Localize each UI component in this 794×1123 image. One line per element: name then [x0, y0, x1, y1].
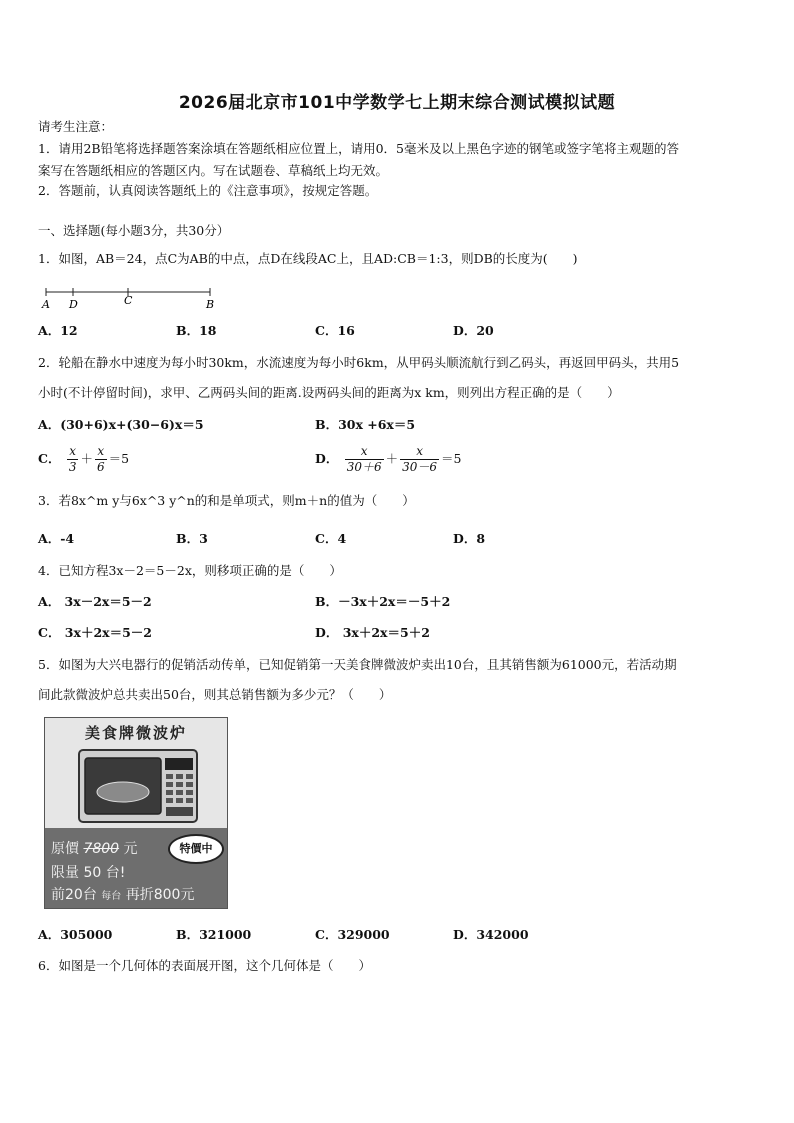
fraction-x-over-24: $\frac{x}{30-6}$ [402, 444, 438, 474]
q2-option-c[interactable]: C． $\frac{x}{3}$ ＋ $\frac{x}{6}$ ＝5 [38, 444, 130, 474]
fraction-x-over-6: $\frac{x}{6}$ [96, 444, 105, 474]
exam-title: 2026届北京市101中学数学七上期末综合测试模拟试题 [178, 93, 616, 113]
question-1-text: 1．如图，AB＝24，点C为AB的中点，点D在线段AC上，且AD:CB＝1:3，则DB的长度为( ) [38, 251, 578, 266]
q1-option-c[interactable]: C．16 [315, 323, 355, 338]
section-heading: 一、选择题(每小题3分，共30分） [38, 223, 230, 238]
microwave-icon [77, 744, 201, 826]
q4-option-a[interactable]: A． 3x－2x＝5－2 [38, 594, 152, 609]
question-5-line-1: 5．如图为大兴电器行的促销活动传单，已知促销第一天美食牌微波炉卖出10台，且其销售额为61000元，若活动期 [38, 657, 677, 672]
point-label-c: C [124, 294, 133, 307]
question-3-text: 3．若8x^m y与6x^3 y^n的和是单项式，则m＋n的值为（ ） [38, 493, 415, 508]
q2-option-d-label: D． [315, 451, 339, 466]
ad-original-price: 原價 7800 元 [51, 841, 138, 857]
point-label-b: B [206, 298, 215, 310]
question-2-line-2: 小时(不计停留时间)，求甲、乙两码头间的距离.设两码头间的距离为x km，则列出方程正确的是（ ） [38, 385, 620, 400]
notice-heading: 请考生注意： [38, 119, 114, 134]
notice-item-2: 2．答题前，认真阅读答题纸上的《注意事项》，按规定答题。 [38, 183, 378, 198]
fraction-x-over-36: $\frac{x}{30+6}$ [346, 444, 382, 474]
ad-brand-name: 美食牌微波炉 [84, 724, 187, 742]
q5-option-d[interactable]: D．342000 [453, 927, 529, 942]
q4-option-d[interactable]: D． 3x＋2x＝5＋2 [315, 625, 430, 640]
point-label-a: A [42, 298, 50, 310]
q2-option-b[interactable]: B．30x +6x＝5 [315, 417, 416, 432]
q4-option-b[interactable]: B．－3x＋2x＝－5＋2 [315, 594, 451, 609]
q4-option-c[interactable]: C． 3x＋2x＝5－2 [38, 625, 152, 640]
ad-sale-badge: 特價中 [168, 834, 224, 864]
question-6-text: 6．如图是一个几何体的表面展开图，这个几何体是（ ） [38, 958, 371, 973]
point-label-d: D [69, 298, 78, 310]
ad-limit-text: 限量 50 台! [51, 865, 126, 881]
q3-option-a[interactable]: A．-4 [38, 531, 75, 546]
q5-option-b[interactable]: B．321000 [176, 927, 252, 942]
q3-option-c[interactable]: C．4 [315, 531, 347, 546]
segment-figure [38, 284, 228, 310]
q2-option-d[interactable]: D． $\frac{x}{30+6}$ ＋ $\frac{x}{30-6}$ ＝5 [315, 444, 462, 474]
notice-item-1-cont: 案写在答题纸相应的答题区内。写在试题卷、草稿纸上均无效。 [38, 163, 389, 178]
q3-option-d[interactable]: D．8 [453, 531, 486, 546]
q5-option-c[interactable]: C．329000 [315, 927, 390, 942]
ad-discount-text: 前20台 每台 再折800元 [51, 887, 195, 903]
microwave-ad-image [44, 717, 228, 909]
question-5-line-2: 间此款微波炉总共卖出50台，则其总销售额为多少元？（ ） [38, 687, 392, 702]
question-4-text: 4．已知方程3x－2＝5－2x，则移项正确的是（ ） [38, 563, 342, 578]
q2-option-c-label: C． [38, 451, 61, 466]
notice-item-1: 1．请用2B铅笔将选择题答案涂填在答题纸相应位置上，请用0．5毫米及以上黑色字迹的钢笔或签字笔将主观题的答 [38, 141, 679, 156]
q2-option-a[interactable]: A．(30+6)x+(30−6)x＝5 [38, 417, 204, 432]
question-2-line-1: 2．轮船在静水中速度为每小时30km，水流速度为每小时6km，从甲码头顺流航行到乙码头，再返回甲码头，共用5 [38, 355, 680, 370]
q3-option-b[interactable]: B．3 [176, 531, 208, 546]
q1-option-d[interactable]: D．20 [453, 323, 494, 338]
fraction-x-over-3: $\frac{x}{3}$ [68, 444, 77, 474]
q5-option-a[interactable]: A．305000 [38, 927, 113, 942]
q1-option-a[interactable]: A．12 [38, 323, 78, 338]
q1-option-b[interactable]: B．18 [176, 323, 217, 338]
